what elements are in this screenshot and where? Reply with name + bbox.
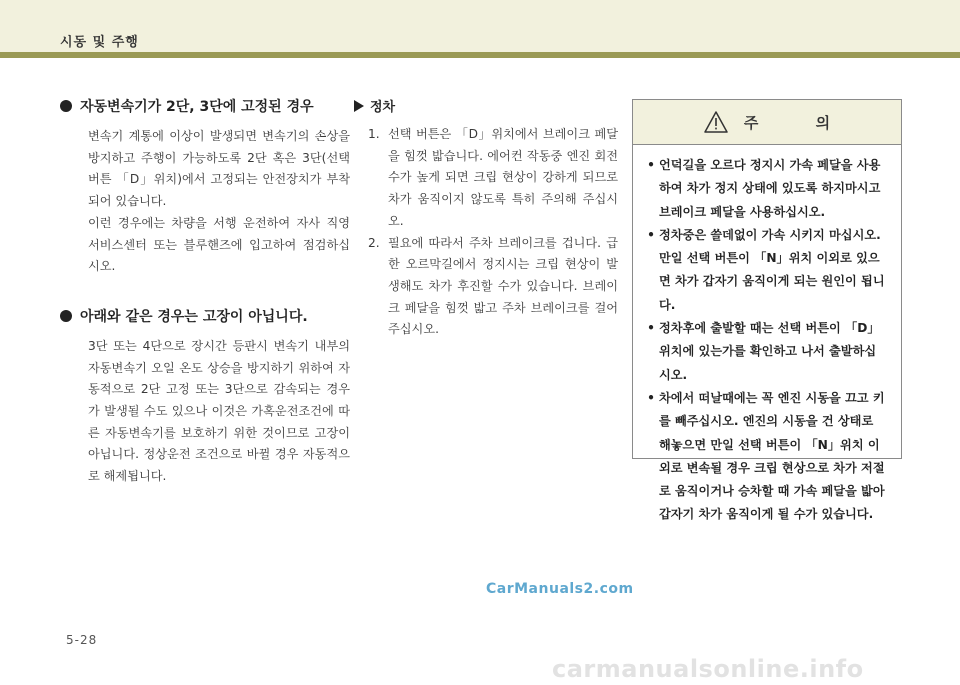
header-band: [0, 0, 960, 52]
bullet-icon: •: [647, 321, 655, 336]
item-number: 2.: [368, 235, 380, 250]
section-heading-text: 아래와 같은 경우는 고장이 아닙니다.: [80, 308, 308, 325]
stop-heading: [354, 96, 618, 115]
caution-title: 주 의: [743, 113, 857, 132]
triangle-right-icon: [354, 100, 364, 112]
section-heading-text: 자동변속기가 2단, 3단에 고정된 경우: [80, 99, 314, 115]
middle-column: [348, 96, 618, 341]
footer-watermark: carmanualsonline.info: [552, 655, 864, 683]
item-text: 필요에 따라서 주차 브레이크를 겁니다. 급한 오르막길에서 정지시는 크립 현상이 발생해도 차가 후진할 수가 있습니다. 브레이크 페달을 힘껏 밟고 주차 브레이크를 걸어 주십시오.: [388, 235, 618, 337]
stop-heading-text: 정차: [370, 100, 396, 115]
watermark-link[interactable]: CarManuals2.com: [486, 581, 634, 597]
bullet-icon: •: [647, 227, 655, 242]
caution-item: [643, 154, 887, 224]
caution-item-text: 정차중은 쓸데없이 가속 시키지 마십시오. 만일 선택 버튼이 「N」위치 이외로 있으면 차가 갑자기 움직이게 되는 원인이 됩니다.: [659, 227, 885, 312]
bullet-dot-icon: [60, 100, 72, 112]
caution-item-text: 정차후에 출발할 때는 선택 버튼이 「D」위치에 있는가를 확인하고 나서 출발하십시오.: [659, 321, 880, 382]
numbered-item: [368, 233, 618, 342]
section-heading: [60, 96, 350, 116]
caution-box: [632, 99, 902, 522]
page-number: 5-28: [66, 633, 98, 647]
numbered-item: [368, 124, 618, 233]
warning-triangle-icon: [704, 111, 728, 133]
left-column: [60, 96, 350, 488]
caution-list: [633, 145, 901, 527]
header-rule: [0, 52, 960, 58]
section-title: 시동 및 주행: [60, 35, 139, 50]
bullet-icon: •: [647, 158, 655, 172]
item-text: 선택 버튼은 「D」위치에서 브레이크 페달을 힘껏 밟습니다. 에어컨 작동중 엔진 회전수가 높게 되면 크립 현상이 강하게 되므로 차가 움직이지 않도록 특히 주의해 주십시오.: [388, 127, 618, 228]
section-heading: [60, 306, 350, 326]
bullet-icon: •: [647, 390, 655, 405]
body-paragraph: 변속기 계통에 이상이 발생되면 변속기의 손상을 방지하고 주행이 가능하도록 2단 혹은 3단(선택버튼 「D」위치)에서 고정되는 안전장치가 부착되어 있습니다.: [88, 129, 350, 209]
caution-item-text: 언덕길을 오르다 정지시 가속 페달을 사용하여 차가 정지 상태에 있도록 하지마시고 브레이크 페달을 사용하십시오.: [659, 158, 881, 219]
caution-item: [643, 317, 887, 387]
bullet-dot-icon: [60, 310, 72, 322]
body-paragraph: 3단 또는 4단으로 장시간 등판시 변속기 내부의 자동변속기 오일 온도 상승을 방지하기 위하여 자동적으로 2단 고정 또는 3단으로 감속되는 경우가 발생될 수도 있으나 이것은 가혹운전조건에 따른 자동변속기를 보호하기 위한 것이므로 고장이 아닙니다. 정상운전 조건으로 바뀔 경우 자동적으로 해제됩니다.: [88, 338, 350, 484]
caution-item: [643, 387, 887, 527]
body-paragraph: 이런 경우에는 차량을 서행 운전하여 자사 직영 서비스센터 또는 블루핸즈에 입고하여 점검하십시오.: [88, 215, 350, 274]
caution-header: [633, 100, 901, 145]
caution-item: [643, 224, 887, 317]
item-number: 1.: [368, 127, 380, 141]
caution-item-text: 차에서 떠날때에는 꼭 엔진 시동을 끄고 키를 빼주십시오. 엔진의 시동을 건 상태로 해놓으면 만일 선택 버튼이 「N」위치 이외로 변속될 경우 크립 현상으로 차가 저절로 움직이거나 승차할 때 가속 페달을 밟아 갑자기 차가 움직이게 될 수가 있습니다.: [659, 390, 885, 522]
